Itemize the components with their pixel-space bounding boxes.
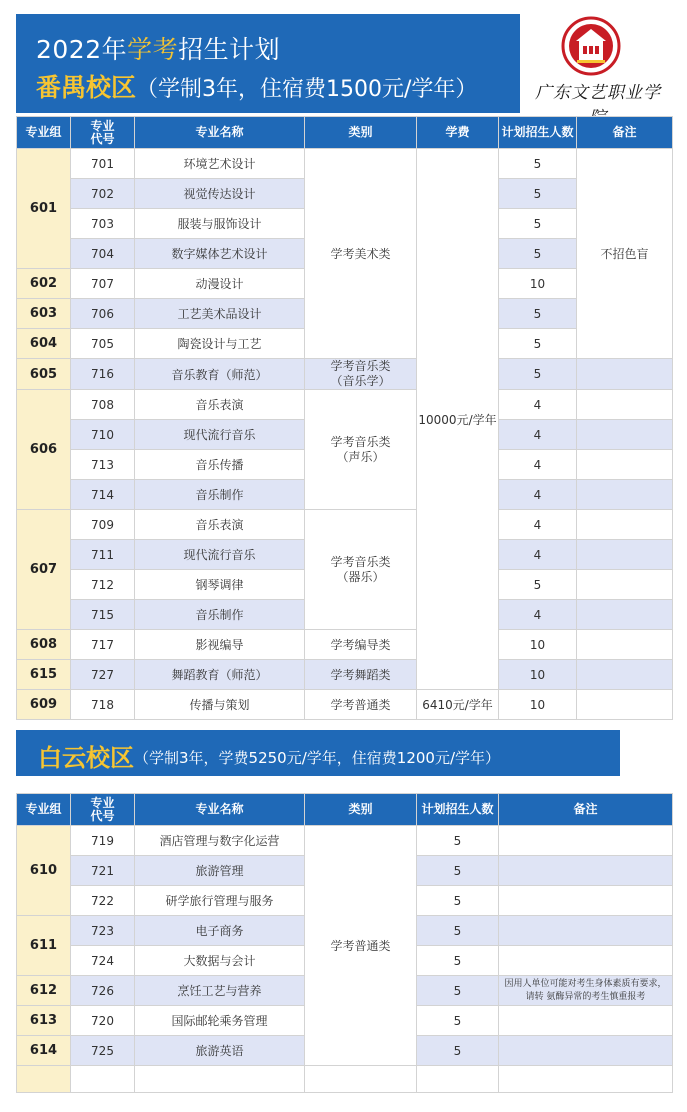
category-cell: 学考美术类 xyxy=(305,149,417,359)
remarks-cell xyxy=(499,946,673,976)
name-cell: 视觉传达设计 xyxy=(135,179,305,209)
header-remarks: 备注 xyxy=(577,117,673,149)
name-cell: 动漫设计 xyxy=(135,269,305,299)
remarks-cell xyxy=(577,359,673,390)
remarks-cell xyxy=(577,420,673,450)
tuition-cell: 6410元/学年 xyxy=(417,690,499,720)
count-cell xyxy=(417,1066,499,1093)
campus-detail: （学制3年，学费5250元/学年，住宿费1200元/学年） xyxy=(134,749,501,767)
remarks-cell xyxy=(577,540,673,570)
header-group: 专业组 xyxy=(17,794,71,826)
code-cell: 716 xyxy=(71,359,135,390)
code-cell: 725 xyxy=(71,1036,135,1066)
group-cell: 607 xyxy=(17,510,71,630)
group-cell: 608 xyxy=(17,630,71,660)
remarks-cell xyxy=(577,630,673,660)
count-cell: 5 xyxy=(499,570,577,600)
table-row xyxy=(17,660,673,690)
header-category: 类别 xyxy=(305,117,417,149)
name-cell: 酒店管理与数字化运营 xyxy=(135,826,305,856)
group-cell: 615 xyxy=(17,660,71,690)
remarks-cell xyxy=(499,856,673,886)
code-cell: 715 xyxy=(71,600,135,630)
table-row xyxy=(17,826,673,856)
name-cell: 陶瓷设计与工艺 xyxy=(135,329,305,359)
category-cell: 学考音乐类 （声乐） xyxy=(305,390,417,510)
table-header-row xyxy=(17,794,673,826)
code-cell: 723 xyxy=(71,916,135,946)
name-cell: 舞蹈教育（师范） xyxy=(135,660,305,690)
table-row xyxy=(17,359,673,390)
campus-name: 白云校区 xyxy=(38,744,134,772)
table-row xyxy=(17,510,673,540)
name-cell: 服装与服饰设计 xyxy=(135,209,305,239)
count-cell: 5 xyxy=(417,886,499,916)
code-cell: 707 xyxy=(71,269,135,299)
panyu-enrollment-table xyxy=(16,116,673,720)
baiyun-campus-title xyxy=(38,738,500,773)
code-cell: 719 xyxy=(71,826,135,856)
table-row xyxy=(17,690,673,720)
category-cell: 学考编导类 xyxy=(305,630,417,660)
code-cell: 704 xyxy=(71,239,135,269)
code-cell: 721 xyxy=(71,856,135,886)
remarks-cell xyxy=(499,826,673,856)
name-cell: 工艺美术品设计 xyxy=(135,299,305,329)
code-cell: 703 xyxy=(71,209,135,239)
count-cell: 5 xyxy=(499,329,577,359)
name-cell: 音乐表演 xyxy=(135,510,305,540)
group-cell: 609 xyxy=(17,690,71,720)
group-cell: 604 xyxy=(17,329,71,359)
remarks-cell xyxy=(577,600,673,630)
group-cell: 614 xyxy=(17,1036,71,1066)
name-cell xyxy=(135,1066,305,1093)
name-cell: 旅游管理 xyxy=(135,856,305,886)
category-cell: 学考舞蹈类 xyxy=(305,660,417,690)
category-cell: 学考普通类 xyxy=(305,690,417,720)
code-cell: 712 xyxy=(71,570,135,600)
name-cell: 现代流行音乐 xyxy=(135,420,305,450)
code-cell: 726 xyxy=(71,976,135,1006)
code-cell: 706 xyxy=(71,299,135,329)
category-cell: 学考音乐类 （音乐学） xyxy=(305,359,417,390)
name-cell: 钢琴调律 xyxy=(135,570,305,600)
group-cell: 603 xyxy=(17,299,71,329)
count-cell: 5 xyxy=(499,299,577,329)
group-cell: 602 xyxy=(17,269,71,299)
header-banner-baiyun xyxy=(16,730,620,776)
header-remarks: 备注 xyxy=(499,794,673,826)
header-code: 专业 代号 xyxy=(71,794,135,826)
count-cell: 10 xyxy=(499,690,577,720)
name-cell: 大数据与会计 xyxy=(135,946,305,976)
campus-name: 番禺校区 xyxy=(36,73,137,102)
name-cell: 现代流行音乐 xyxy=(135,540,305,570)
code-cell: 708 xyxy=(71,390,135,420)
code-cell: 717 xyxy=(71,630,135,660)
college-name-calligraphy: 广东文艺职业学 xyxy=(535,83,661,103)
group-cell: 612 xyxy=(17,976,71,1006)
campus-subtitle xyxy=(36,68,477,104)
name-cell: 烹饪工艺与营养 xyxy=(135,976,305,1006)
code-cell: 710 xyxy=(71,420,135,450)
code-cell: 718 xyxy=(71,690,135,720)
code-cell xyxy=(71,1066,135,1093)
code-cell: 711 xyxy=(71,540,135,570)
code-cell: 702 xyxy=(71,179,135,209)
count-cell: 5 xyxy=(499,179,577,209)
remarks-cell xyxy=(577,690,673,720)
count-cell: 5 xyxy=(417,1006,499,1036)
remarks-cell xyxy=(577,450,673,480)
group-cell: 613 xyxy=(17,1006,71,1036)
count-cell: 4 xyxy=(499,390,577,420)
code-cell: 705 xyxy=(71,329,135,359)
table-row-empty xyxy=(17,1066,673,1093)
code-cell: 709 xyxy=(71,510,135,540)
remarks-cell xyxy=(577,510,673,540)
count-cell: 5 xyxy=(499,239,577,269)
header-planned-count: 计划招生人数 xyxy=(417,794,499,826)
campus-detail: （学制3年，住宿费1500元/学年） xyxy=(136,77,478,102)
remarks-cell: 不招色盲 xyxy=(577,149,673,359)
table-header-row xyxy=(17,117,673,149)
name-cell: 旅游英语 xyxy=(135,1036,305,1066)
code-cell: 727 xyxy=(71,660,135,690)
count-cell: 4 xyxy=(499,540,577,570)
name-cell: 研学旅行管理与服务 xyxy=(135,886,305,916)
count-cell: 10 xyxy=(499,269,577,299)
count-cell: 4 xyxy=(499,600,577,630)
count-cell: 5 xyxy=(499,149,577,179)
college-logo xyxy=(520,14,673,113)
name-cell: 环境艺术设计 xyxy=(135,149,305,179)
category-cell xyxy=(305,1066,417,1093)
count-cell: 4 xyxy=(499,420,577,450)
count-cell: 10 xyxy=(499,660,577,690)
remarks-cell xyxy=(499,1006,673,1036)
count-cell: 5 xyxy=(417,1036,499,1066)
name-cell: 国际邮轮乘务管理 xyxy=(135,1006,305,1036)
group-cell: 601 xyxy=(17,149,71,269)
header-major-name: 专业名称 xyxy=(135,117,305,149)
table-row xyxy=(17,390,673,420)
name-cell: 音乐传播 xyxy=(135,450,305,480)
category-cell: 学考音乐类 （器乐） xyxy=(305,510,417,630)
group-cell: 610 xyxy=(17,826,71,916)
title-highlight: 学考 xyxy=(127,35,179,64)
count-cell: 5 xyxy=(499,359,577,390)
code-cell: 701 xyxy=(71,149,135,179)
header-major-name: 专业名称 xyxy=(135,794,305,826)
header-group: 专业组 xyxy=(17,117,71,149)
remarks-cell: 因用人单位可能对考生身体素质有要求，请转 氨酶异常的考生慎重报考 xyxy=(499,976,673,1006)
baiyun-enrollment-table xyxy=(16,793,673,1093)
code-cell: 724 xyxy=(71,946,135,976)
remarks-cell xyxy=(577,390,673,420)
remarks-cell xyxy=(499,916,673,946)
group-cell: 605 xyxy=(17,359,71,390)
count-cell: 10 xyxy=(499,630,577,660)
count-cell: 4 xyxy=(499,450,577,480)
college-emblem-icon xyxy=(558,16,624,76)
group-cell: 606 xyxy=(17,390,71,510)
header-planned-count: 计划招生人数 xyxy=(499,117,577,149)
code-cell: 714 xyxy=(71,480,135,510)
remarks-cell xyxy=(577,660,673,690)
count-cell: 5 xyxy=(417,826,499,856)
count-cell: 5 xyxy=(417,946,499,976)
name-cell: 音乐制作 xyxy=(135,480,305,510)
header-code: 专业 代号 xyxy=(71,117,135,149)
table-row xyxy=(17,630,673,660)
plan-title xyxy=(36,30,280,66)
name-cell: 传播与策划 xyxy=(135,690,305,720)
name-cell: 电子商务 xyxy=(135,916,305,946)
count-cell: 5 xyxy=(417,916,499,946)
title-rest: 招生计划 xyxy=(178,35,281,64)
count-cell: 4 xyxy=(499,510,577,540)
count-cell: 5 xyxy=(499,209,577,239)
tuition-cell: 10000元/学年 xyxy=(417,149,499,690)
code-cell: 713 xyxy=(71,450,135,480)
group-cell xyxy=(17,1066,71,1093)
header-tuition: 学费 xyxy=(417,117,499,149)
count-cell: 5 xyxy=(417,976,499,1006)
remarks-cell xyxy=(499,1066,673,1093)
name-cell: 音乐教育（师范） xyxy=(135,359,305,390)
remarks-cell xyxy=(499,1036,673,1066)
name-cell: 影视编导 xyxy=(135,630,305,660)
remarks-cell xyxy=(577,480,673,510)
count-cell: 4 xyxy=(499,480,577,510)
table-row xyxy=(17,149,673,179)
name-cell: 音乐制作 xyxy=(135,600,305,630)
name-cell: 音乐表演 xyxy=(135,390,305,420)
remarks-cell xyxy=(499,886,673,916)
count-cell: 5 xyxy=(417,856,499,886)
code-cell: 720 xyxy=(71,1006,135,1036)
code-cell: 722 xyxy=(71,886,135,916)
title-year: 2022年 xyxy=(36,35,128,64)
group-cell: 611 xyxy=(17,916,71,976)
category-cell: 学考普通类 xyxy=(305,826,417,1066)
header-category: 类别 xyxy=(305,794,417,826)
remarks-cell xyxy=(577,570,673,600)
name-cell: 数字媒体艺术设计 xyxy=(135,239,305,269)
